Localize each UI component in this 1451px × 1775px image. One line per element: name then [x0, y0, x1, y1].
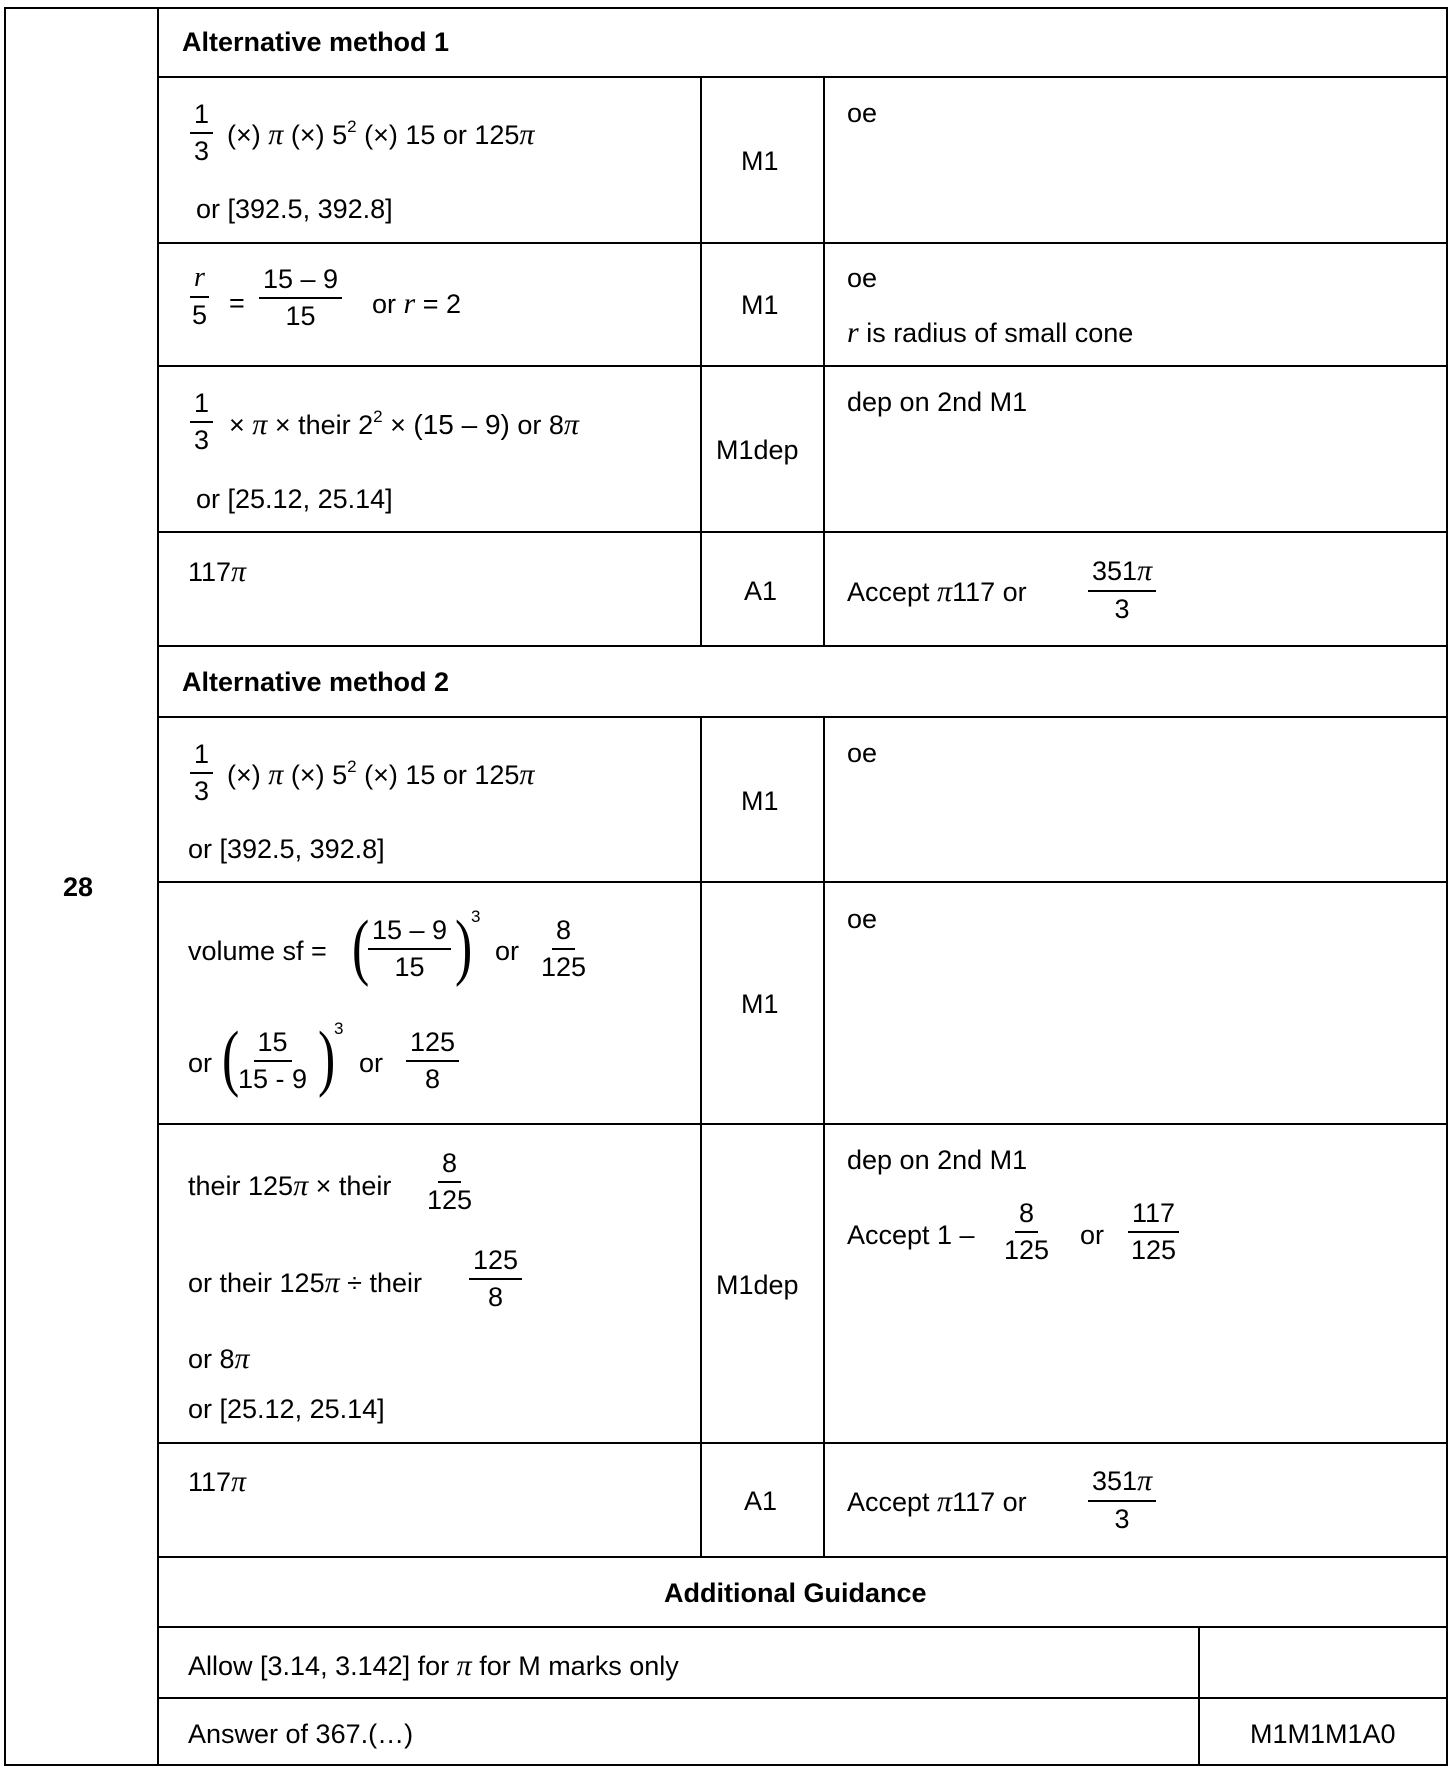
fraction-15-minus-9-over-15: $\frac{15 - 9}{15}$: [259, 266, 342, 330]
working-line-1: their 125π × their: [188, 1169, 392, 1202]
working-line-2: or [25.12, 25.14]: [196, 484, 393, 514]
fraction-one-third: $\frac{1}{3}$: [190, 741, 213, 805]
fraction-125-over-8: $\frac{125}{8}$: [469, 1247, 522, 1311]
left-paren: (: [222, 1017, 240, 1099]
right-paren: ): [318, 1017, 336, 1099]
mark: M1: [741, 290, 779, 320]
comment: oe: [847, 738, 878, 768]
mark: M1dep: [716, 435, 799, 465]
method2-heading: Alternative method 2: [182, 667, 450, 697]
exponent: 3: [334, 1019, 344, 1038]
mark: A1: [744, 576, 778, 606]
mark: A1: [744, 1486, 778, 1516]
method1-heading: Alternative method 1: [182, 27, 450, 57]
fraction-one-third: $\frac{1}{3}$: [190, 101, 213, 165]
working-tail: or r = 2: [372, 287, 462, 320]
guidance-heading: Additional Guidance: [664, 1578, 927, 1608]
or-label: or: [1080, 1220, 1105, 1250]
comment: dep on 2nd M1: [847, 1145, 1028, 1175]
mark: M1: [741, 786, 779, 816]
exponent: 3: [471, 907, 481, 926]
fraction-351pi-over-3: $\frac{351\pi}{3}$: [1088, 1466, 1156, 1533]
final-answer: 117π: [188, 555, 247, 588]
question-number: 28: [63, 872, 94, 902]
guidance-row-1: Allow [3.14, 3.142] for π for M marks only: [188, 1649, 679, 1682]
working-line-3: or 8π: [188, 1342, 250, 1375]
working-line-4: or [25.12, 25.14]: [188, 1394, 385, 1424]
mark: M1: [741, 146, 779, 176]
comment: Accept π117 or: [847, 575, 1027, 608]
fraction-117-over-125: $\frac{117}{125}$: [1128, 1200, 1179, 1264]
working-line-2: or [392.5, 392.8]: [196, 194, 393, 224]
fraction-8-over-125: $\frac{8}{125}$: [541, 915, 587, 982]
or-label: or: [188, 1048, 213, 1078]
or-label: or: [359, 1048, 384, 1078]
comment: oe: [847, 263, 878, 293]
working-line-2: or [392.5, 392.8]: [188, 834, 385, 864]
fraction-r-over-5: $\frac{r}{5}$: [191, 262, 207, 330]
comment: oe: [847, 98, 878, 128]
fraction-one-third: $\frac{1}{3}$: [190, 390, 213, 454]
working-expression: (×) π (×) $5^2$ (×) 15 or 125π: [227, 117, 535, 151]
comment: Accept π117 or: [847, 1485, 1027, 1518]
fraction-15-over-15-minus-9: $\frac{15}{15 - 9}$: [238, 1027, 308, 1094]
accept-label: Accept 1 –: [847, 1220, 975, 1250]
guidance-row-2-mark: M1M1M1A0: [1250, 1719, 1396, 1749]
right-paren: ): [455, 906, 473, 988]
comment: oe: [847, 904, 878, 934]
mark: M1dep: [716, 1270, 799, 1300]
fraction-15-minus-9-over-15: $\frac{15 - 9}{15}$: [368, 917, 451, 981]
fraction-351pi-over-3: $\frac{351\pi}{3}$: [1088, 556, 1156, 623]
mark: M1: [741, 989, 779, 1019]
comment-line-2: r is radius of small cone: [847, 316, 1134, 349]
or-label: or: [495, 936, 520, 966]
fraction-125-over-8: $\frac{125}{8}$: [406, 1029, 459, 1093]
working-expression: × π × their $2^2 \times (15 - 9)$ or 8π: [229, 407, 579, 441]
working-expression: (×) π (×) $5^2$ (×) 15 or 125π: [227, 757, 535, 791]
final-answer: 117π: [188, 1465, 247, 1498]
working-line-2: or their 125π ÷ their: [188, 1266, 422, 1299]
guidance-row-2: Answer of 367.(…): [188, 1719, 414, 1749]
left-paren: (: [352, 906, 370, 988]
fraction-8-over-125: $\frac{8}{125}$: [1004, 1198, 1050, 1265]
fraction-8-over-125: $\frac{8}{125}$: [427, 1148, 473, 1215]
equals-sign: =: [229, 288, 245, 318]
comment: dep on 2nd M1: [847, 387, 1028, 417]
volume-sf-label: volume sf =: [188, 936, 327, 966]
